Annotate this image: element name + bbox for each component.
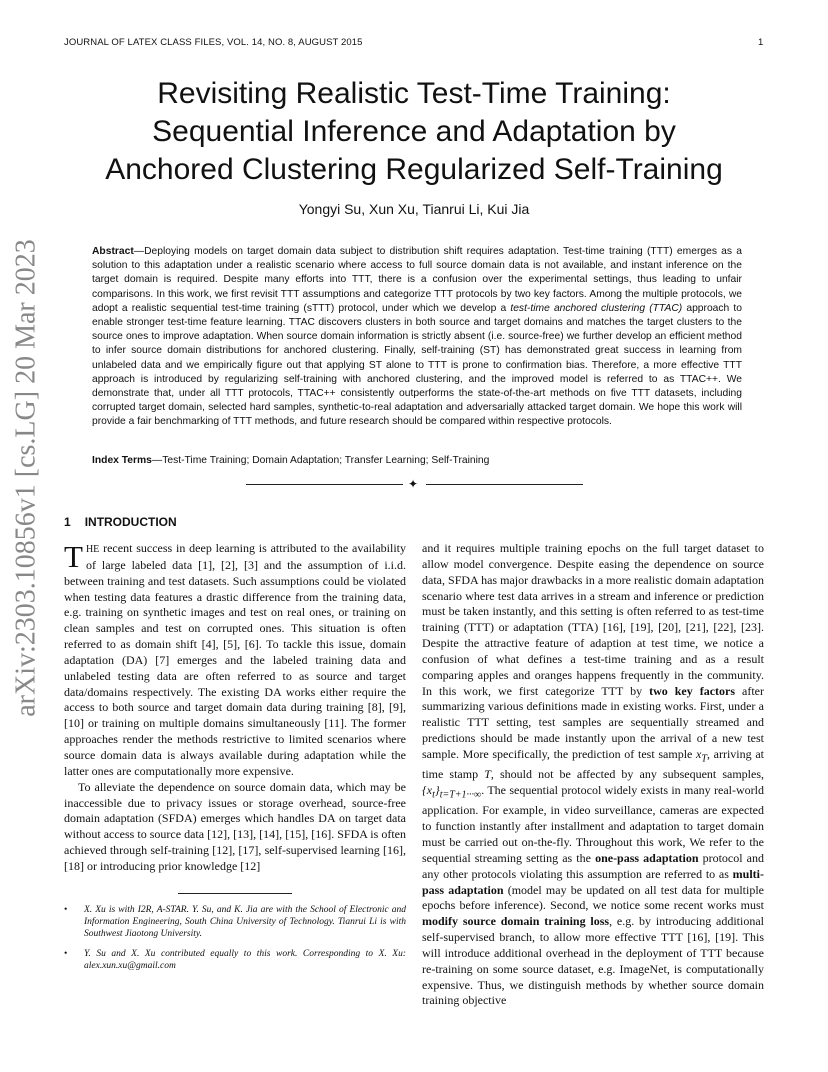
abstract [92,245,742,430]
footnote-rule [178,893,292,894]
math-var [696,746,707,765]
bold-phrase: multi-pass adaptation [422,866,764,897]
paper-title [64,75,764,189]
abstract-text: Deploying models on target domain data subject to distribution shift requires adaptation. Test-time training (TTT) emerges as a solution to this adaptation under a realistic scenario where access to full source domain data is not available, and instant inference on the target domain is required. Despite many efforts into TTT, there is a confusion over the experimental settings, thus leading to unfair comparisons. In this work, we first revisit TTT assumptions and categorize TTT protocols by two key factors. Among the multiple protocols, we adopt a realistic sequential test-time training (sTTT) protocol, under which we develop a [92,246,742,314]
footnote-text: X. Xu is with I2R, A-STAR. Y. Su, and K. Jia are with the School of Electronic and Information Engineering, South China University of Technology. Tianrui Li is with Southwest Jiaotong University. [84,905,406,939]
section-heading [64,515,177,529]
left-column [64,541,406,875]
paragraph-text: , e.g. by introducing additional self-supervised branch, to allow more effective TTT [16], [19]. This will introduce additional overhead in the deployment of TTT because re-training on some source dataset, e.g. ImageNet, is computationally expensive. Thus, we distinguish methods by whether source domain training objective [422,914,764,1008]
math-symbol: } [434,783,440,798]
paragraph-text: and it requires multiple training epochs on the full target dataset to allow model convergence. Despite easing the dependence on source data, SFDA has major drawbacks in a more realistic domain adaptation scenario where test data arrives in a stream and inference or prediction must be taken instantly, and this setting is often referred to as test-time training (TTT) or adaptation (TTA) [16], [19], [20], [21], [22], [23]. Despite the attractive feature of adaption at test time, we notice a confusion of what defines a test-time training and as a result comparing apples and oranges happens frequently in the community. In this work, we first categorize TTT by [422,541,764,698]
bold-phrase: two key factors [649,683,736,698]
math-subscript: t=T+1···∞ [439,789,482,801]
running-header: JOURNAL OF LATEX CLASS FILES, VOL. 14, NO. 8, AUGUST 2015 [64,37,363,48]
arxiv-stamp [10,239,44,717]
paragraph-text: , should not be affected by any subsequent samples, [490,767,765,782]
paragraph-text: recent success in deep learning is attributed to the availability of large labeled data [1], [2], [3] and the assumption of i.i.d. between training and test datasets. Such assumptions could be violated when testing data features a drastic difference from the training data, e.g. training on synthetic images and test on real ones, or training on clean samples and test on corrupted ones. This situation is often referred to as domain shift [4], [5], [6]. To tackle this issue, domain adaptation (DA) [7] emerges and the labeled training data and unlabeled testing data are often referred to as source and target data/domains respectively. The existing DA works either require the access to both source and target domain data during training [8], [9], [10] or training on multiple domains simultaneously [11]. The former approaches render the methods restrictive to limited scenarios where source domain data is always available during adaptation while the latter ones are computationally more expensive. [64,541,406,778]
index-terms-text: —Test-Time Training; Domain Adaptation; Transfer Learning; Self-Training [151,455,490,466]
intro-paragraph-continued [422,541,764,1009]
math-var: T [484,767,491,782]
abstract-label: Abstract [92,246,134,257]
footnote [64,904,406,940]
paragraph-text: . The sequential protocol widely exists in many real-world application. For example, in video surveillance, cameras are expected to function instantly after installment and adaptation to target domain must be carried out on-the-fly. Throughout this work, We refer to the sequential streaming setting as the [422,783,764,865]
paragraph-text: (model may be updated on all test data for multiple epochs before inference). Second, we notice some recent works must [422,882,764,913]
abstract-method-name: test-time anchored clustering (TTAC) [510,302,683,314]
right-column [422,541,764,1009]
bullet-icon: • [64,949,68,959]
paragraph-text: , arriving at time stamp [422,746,764,782]
separator-line-left [246,484,403,485]
title-line: Anchored Clustering Regularized Self-Training [105,153,723,186]
authors: Yongyi Su, Xun Xu, Tianrui Li, Kui Jia [298,201,530,217]
separator-line-right [426,484,583,485]
math-set [422,783,482,801]
footnote [64,948,406,972]
page-number: 1 [758,37,764,48]
footnotes [64,904,406,980]
section-number: 1 [64,515,71,529]
abstract-text: approach to enable stronger test-time feature learning. TTAC discovers clusters in both source and target domains and matches the target clusters to the source ones to improve adaptation. When source domain information is strictly absent (i.e. source-free) we further develop an efficient method to infer source domain distributions for anchored clustering. Finally, self-training (ST) has demonstrated great success in learning from unlabeled data and we empirically figure out that applying ST alone to TTT is prone to confirmation bias. Therefore, a more effective TTT approach is introduced by regularizing self-training with anchored clustering, and the improved model is referred to as TTAC++. We demonstrate that, under all TTT protocols, TTAC++ consistently outperforms the state-of-the-art methods on five TTT datasets, including corrupted target domain, selected hard samples, synthetic-to-real adaptation and adversarially attacked target domain. We hope this work will provide a fair benchmarking of TTT methods, and future research should be compared within respective protocols. [92,302,742,428]
title-line: Sequential Inference and Adaptation by [152,115,676,148]
bold-phrase: modify source domain training loss [422,914,610,929]
section-title: INTRODUCTION [84,515,177,529]
math-symbol: {x [422,783,433,798]
intro-paragraph-1 [64,541,406,780]
small-caps-lead: HE [85,544,100,555]
title-line: Revisiting Realistic Test-Time Training: [157,77,671,110]
paragraph-text: after summarizing various definitions made in existing works. First, under a realistic TTT setting, test samples are sequentially streamed and predictions should be made instantly upon the arrival of a new test sample. More specifically, the prediction of test sample [422,683,764,761]
math-symbol: x [696,746,702,761]
intro-paragraph-2: To alleviate the dependence on source domain data, which may be inaccessible due to privacy issues or storage overhead, source-free domain adaptation (SFDA) emerges which handles DA on target data without access to source data [12], [13], [14], [15], [16]. SFDA is often achieved through self-training [12], [17], self-supervised learning [16], [18] or introducing prior knowledge [12] [64,779,406,873]
math-subscript: T [701,753,707,765]
paragraph-text: protocol and any other protocols violating this assumption are referred to as [422,850,765,881]
separator-star-icon: ✦ [408,477,419,491]
footnote-text: Y. Su and X. Xu contributed equally to this work. Corresponding to X. Xu: alex.xun.xu@gmail.com [84,949,406,971]
index-terms [92,455,742,466]
bold-phrase: one-pass adaptation [595,850,699,865]
math-subscript: t [432,789,435,801]
index-terms-label: Index Terms [92,455,152,466]
abstract-dash: — [133,246,145,257]
bullet-icon: • [64,905,68,915]
drop-cap: T [64,539,83,574]
arxiv-stamp-text: arXiv:2303.10856v1 [cs.LG] 20 Mar 2023 [11,239,43,717]
